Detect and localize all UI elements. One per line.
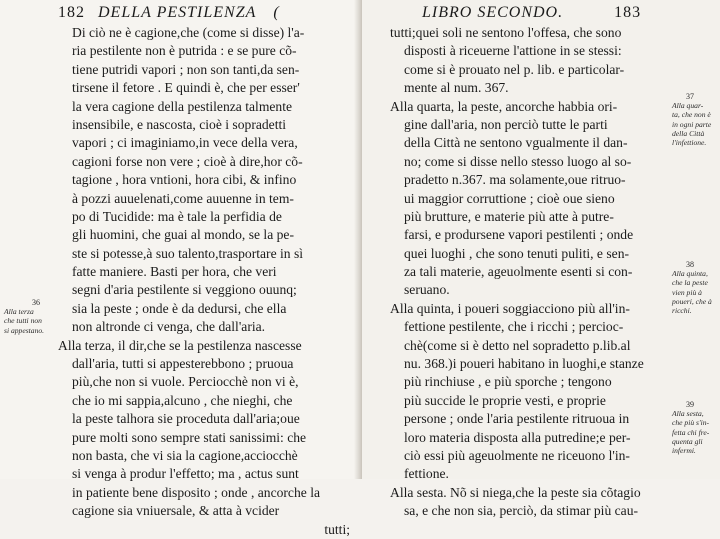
text-line: più,che non si vuole. Perciocchè non vi è,	[72, 374, 299, 390]
margin-note-line: infermi.	[672, 446, 696, 456]
text-line: cagioni forse non vere ; cioè à dire,hor cõ-	[72, 153, 303, 169]
margin-note-line: vien più à	[672, 287, 702, 297]
margin-note-36	[4, 298, 44, 335]
right-page	[362, 0, 720, 519]
left-page-number: 182	[58, 4, 85, 21]
text-line: à pozzi auuelenati,come auuenne in tem-	[72, 190, 294, 206]
text-line: si venga à produr l'effetto; ma , actus sunt	[72, 466, 299, 482]
text-line: fettione.	[404, 466, 449, 482]
margin-note-line: l'infettione.	[672, 138, 707, 148]
text-line: tutti;quei soli ne sentono l'offesa, che sono	[390, 25, 622, 40]
text-line: za tali materie, ageuolmente esenti si con-	[404, 264, 633, 280]
text-line: più succide le proprie vesti, e proprie	[404, 392, 606, 408]
text-line: dall'aria, tutti si appesterebbono ; pruoua	[72, 356, 294, 372]
text-line: più rinchiuse , e più sporche ; tengono	[404, 374, 612, 390]
margin-note-line: in ogni parte	[672, 119, 712, 129]
text-line: sia la peste ; onde è da dedursi, che ella	[72, 300, 287, 316]
text-line: pradetto n.367. ma solamente,oue ritruo-	[404, 172, 626, 188]
text-line: sa, e che non sia, perciò, da stimar più cau-	[404, 503, 639, 519]
text-line: Alla sesta. Nõ si niega,che la peste sia cõtagio	[390, 484, 641, 500]
text-line: come si è prouato nel p. lib. e particolar-	[404, 61, 625, 77]
right-page-header	[422, 4, 641, 22]
margin-note-line: che tutti non	[4, 316, 42, 326]
margin-note-number: 37	[686, 92, 694, 101]
margin-note-number: 39	[686, 400, 694, 409]
margin-note-line: fetta chi fre-	[672, 427, 710, 437]
text-line: in patiente bene disposito ; onde , ancorche la	[72, 484, 321, 500]
margin-note-line: della Città	[672, 128, 705, 138]
margin-note-38	[672, 260, 712, 315]
text-line: Alla quarta, la peste, ancorche habbia ori-	[390, 98, 618, 114]
text-line: segni d'aria pestilente si veggiono ouunq;	[72, 282, 297, 298]
text-line: loro materia disposta alla putredine;e per-	[404, 429, 631, 445]
text-line: tagione , hora vntioni, hora cibi, & infino	[72, 172, 297, 188]
text-line: ciò essi più ageuolmente ne riceuono l'in-	[404, 447, 630, 463]
text-line: la peste talhora sie proceduta dall'aria;oue	[72, 411, 300, 427]
text-line: gine dall'aria, non perciò tutte le parti	[404, 116, 608, 132]
margin-note-number: 36	[32, 298, 40, 307]
text-line: no; come si disse nello stesso luogo al so-	[404, 153, 632, 169]
text-line: Alla terza, il dir,che se la pestilenza nascesse	[58, 337, 302, 353]
text-line: ria pestilente non è putrida : e se pure cõ-	[72, 43, 297, 59]
text-line: pure molti sono sempre stati sanissimi: che	[72, 429, 307, 445]
margin-note-line: che più s'in-	[672, 418, 710, 428]
text-line: Di ciò ne è cagione,che (come si disse) l'a-	[72, 25, 305, 40]
text-line: nu. 368.)i poueri habitano in luoghi,e stanze	[404, 356, 644, 372]
text-line: vapori ; ci imaginiamo,in vece della vera,	[72, 135, 298, 151]
text-line: ui maggior corruttione ; cioè oue sieno	[404, 190, 615, 206]
margin-note-37	[672, 92, 711, 147]
text-line: mente al num. 367.	[404, 80, 509, 96]
text-line: fettione pestilente, che i ricchi ; percioc-	[404, 319, 624, 335]
margin-note-line: ricchi.	[672, 306, 692, 316]
margin-note-line: quenta gli	[672, 436, 703, 446]
text-line: chè(come si è detto nel sopradetto p.lib.al	[404, 337, 631, 353]
left-running-title: DELLA PESTILENZA	[98, 4, 257, 21]
margin-note-line: Alla quinta,	[672, 269, 708, 279]
text-line: tirsene il fetore . E quindi è, che per esser'	[72, 80, 300, 96]
text-line: po di Tucidide: ma è tale la perfidia de	[72, 208, 282, 224]
text-line: fatte maniere. Basti per hora, che veri	[72, 264, 277, 280]
text-line: insensibile, e nascosta, cioè i sopradetti	[72, 116, 287, 132]
text-line: non altronde ci venga, che dall'aria.	[72, 319, 266, 335]
margin-note-39	[672, 400, 709, 455]
text-line: persone ; onde l'aria pestilente ritruoua in	[404, 411, 630, 427]
margin-note-line: che la peste	[672, 278, 708, 288]
text-line: che io mi sappia,alcuno , che nieghi, che	[72, 392, 293, 408]
left-page-text	[58, 24, 350, 539]
text-line: più brutture, e materie più atte à putre-	[404, 208, 614, 224]
margin-note-line: Alla sesta,	[672, 409, 704, 419]
right-running-title: LIBRO SECONDO.	[422, 4, 564, 21]
text-line: quei luoghi , che sono tenuti puliti, e sen-	[404, 245, 630, 261]
text-line: non basta, che vi sia la cagione,acciocchè	[72, 447, 298, 463]
text-line: della Città ne sentono vgualmente il dan-	[404, 135, 628, 151]
margin-note-line: Alla terza	[4, 307, 34, 317]
margin-note-line: ta, che non è	[672, 110, 711, 120]
text-line: tiene putridi vapori ; non son tanti,da sen-	[72, 61, 300, 77]
left-page-header	[58, 4, 280, 22]
margin-note-number: 38	[686, 260, 694, 269]
right-page-number: 183	[614, 4, 642, 21]
text-line: gli huomini, che guai al mondo, se la pe-	[72, 227, 294, 243]
text-line: cagione sia vniuersale, & atta à vcider	[72, 503, 280, 519]
margin-note-line: Alla quar-	[672, 101, 704, 111]
text-line: ste si potesse,à suo talento,trasportare in sì	[72, 245, 304, 261]
right-page-text	[390, 24, 666, 521]
text-line: la vera cagione della pestilenza talmente	[72, 98, 293, 114]
text-line: farsi, e prodursene vapori pestilenti ; onde	[404, 227, 634, 243]
text-line: disposti à riceuerne l'attione in se stessi:	[404, 43, 622, 59]
text-line: Alla quinta, i poueri soggiacciono più all'in-	[390, 300, 630, 316]
left-header-mark: (	[273, 4, 280, 21]
text-line: seruano.	[404, 282, 450, 298]
text-line: tutti;	[324, 521, 350, 537]
margin-note-line: poueri, che à	[672, 296, 712, 306]
margin-note-line: si appestano.	[4, 325, 45, 335]
